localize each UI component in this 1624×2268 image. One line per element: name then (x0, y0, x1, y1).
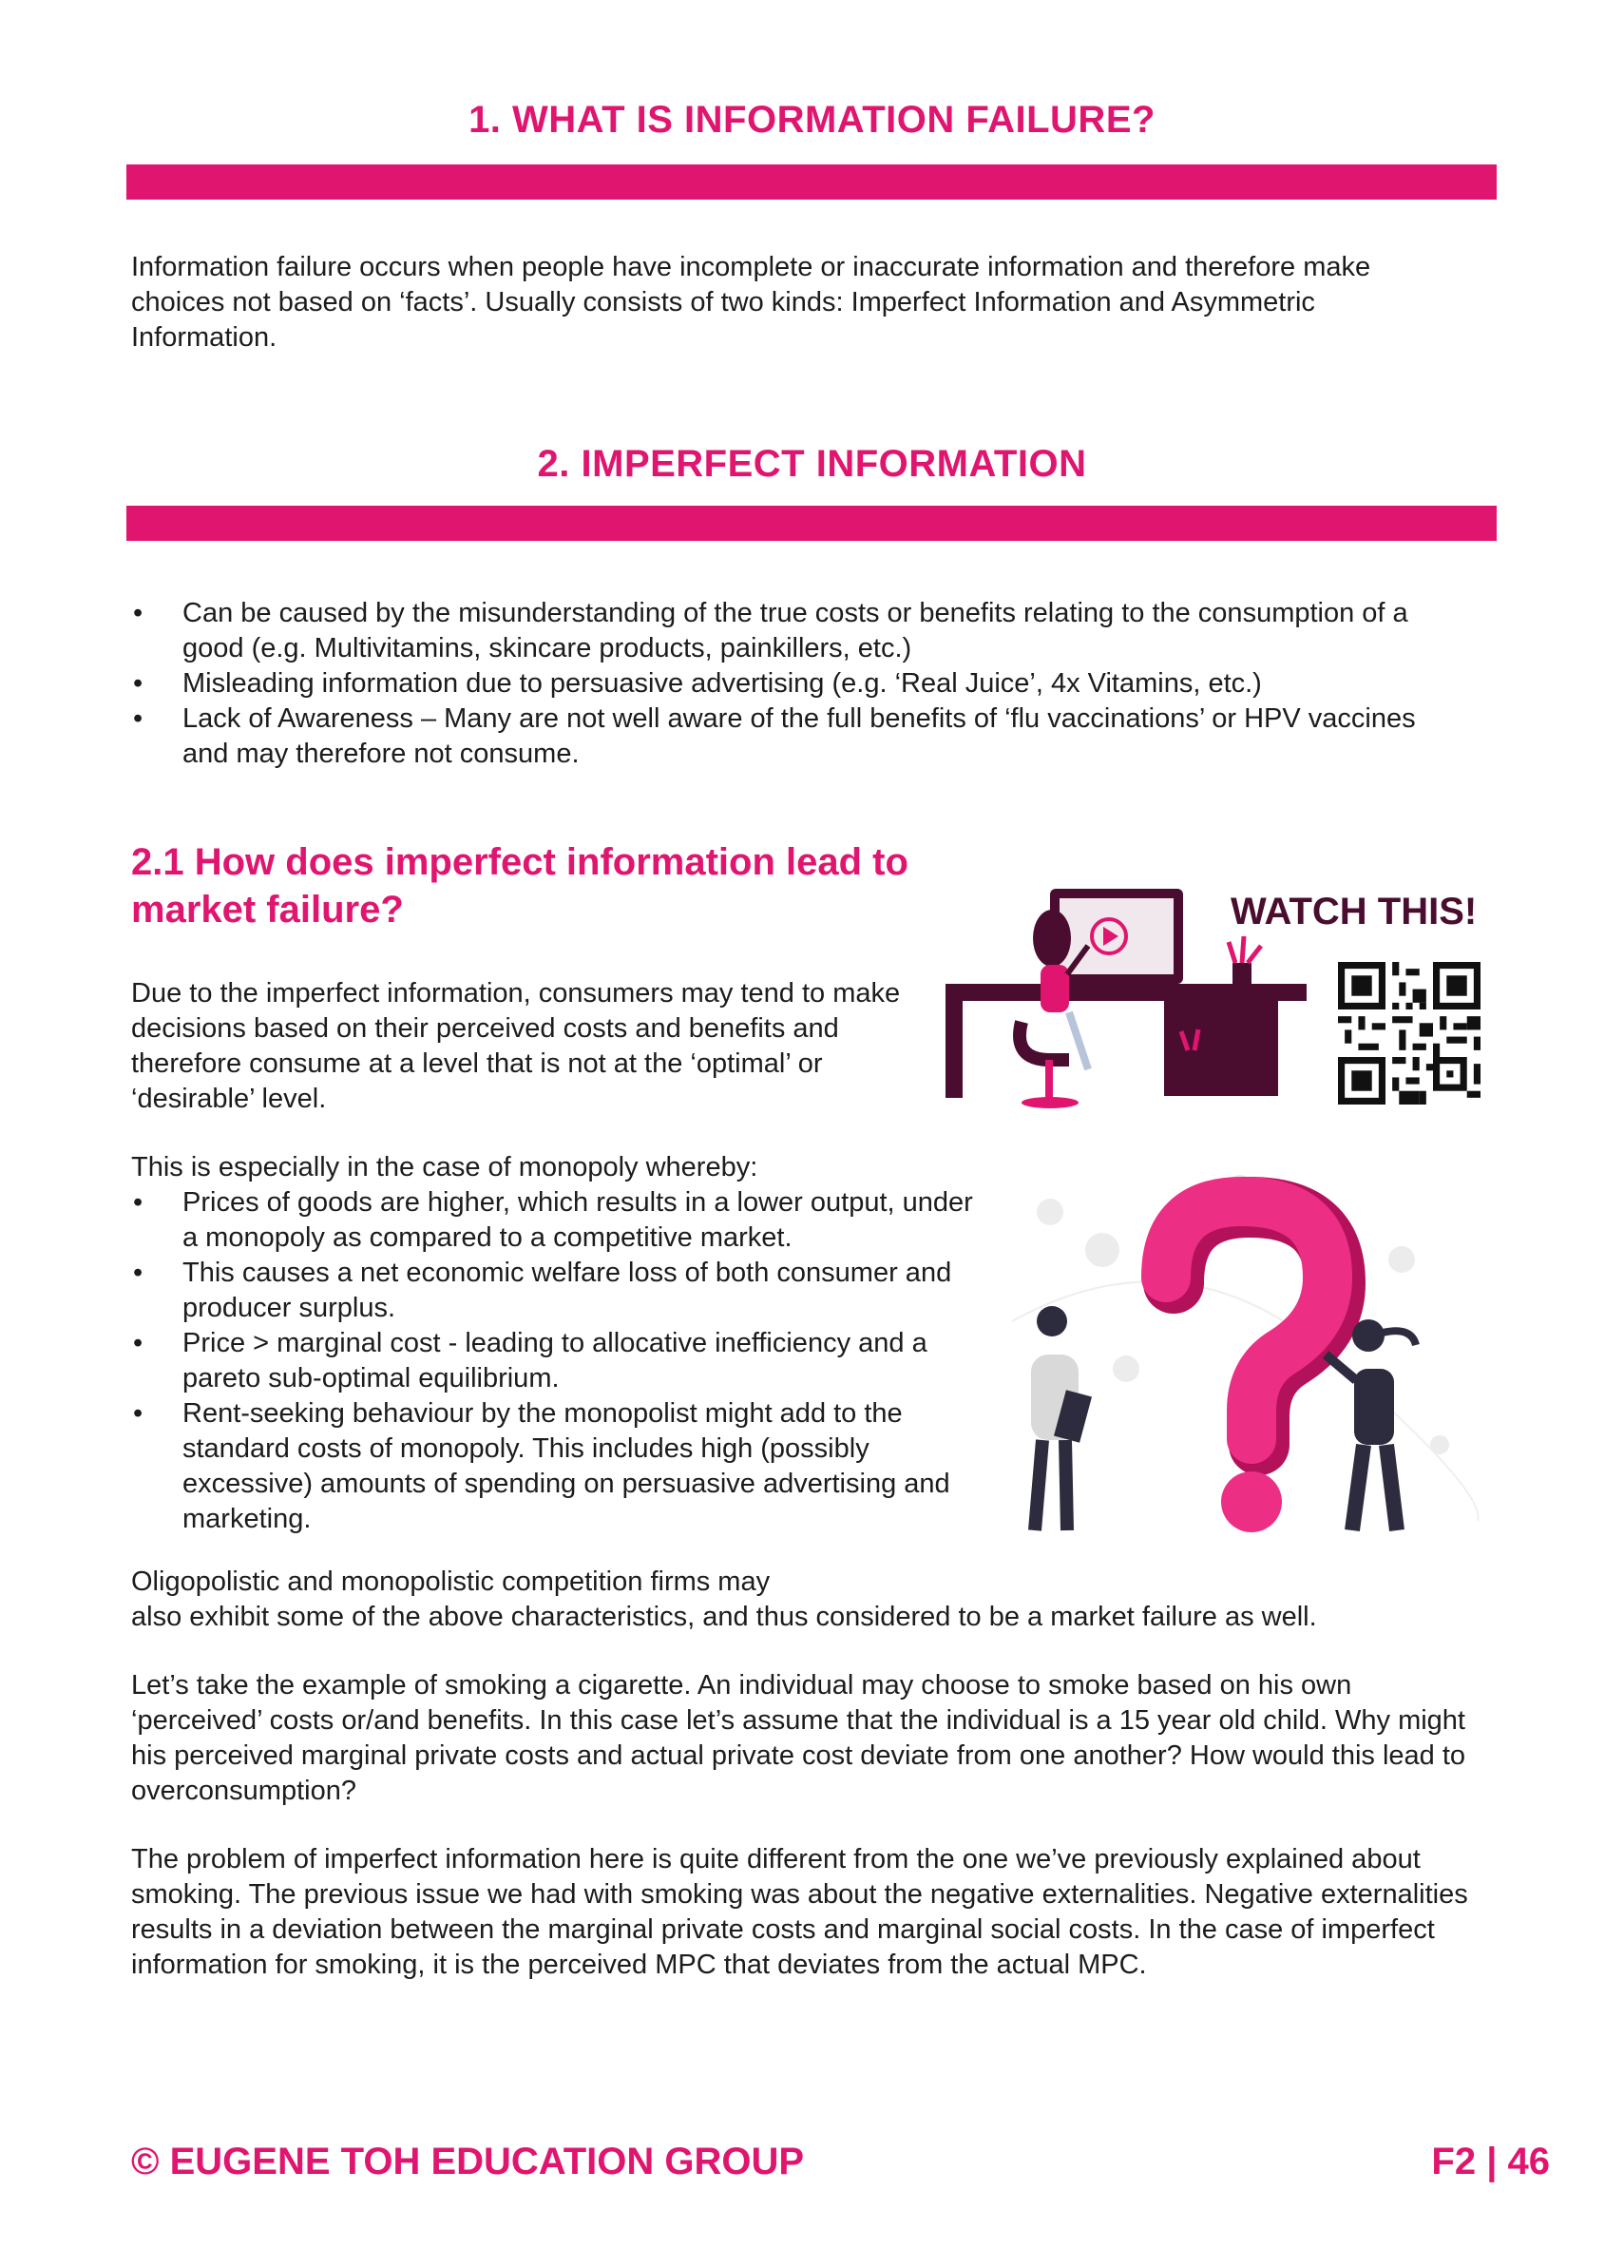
section-1-divider (126, 164, 1497, 200)
smoking-example: Let’s take the example of smoking a cigarette. An individual may choose to smoke based on his own ‘perceived’ costs or/and benefits. In this case let’s assume that the individual is a 15 year old child. Why might his perceived marginal private costs and actual private cost deviate from one another? How would this lead to overconsumption? (131, 1670, 1466, 1806)
question-mark-illustration (993, 1169, 1487, 1549)
watch-this-label: WATCH THIS! (1231, 891, 1478, 932)
section-2-heading: 2. IMPERFECT INFORMATION (537, 443, 1087, 485)
list-item: • Price > marginal cost - leading to allocative inefficiency and a pareto sub-optimal equilibrium. (131, 1326, 986, 1396)
footer-copyright: © EUGENE TOH EDUCATION GROUP (131, 2141, 805, 2182)
list-item: • This causes a net economic welfare loss of both consumer and producer surplus. (131, 1256, 986, 1326)
oligopoly-line-2: also exhibit some of the above characteristics, and thus considered to be a market failure as well. (131, 1602, 1317, 1632)
oligopoly-line-1: Oligopolistic and monopolistic competition firms may (131, 1566, 771, 1597)
section-2-1-intro: Due to the imperfect information, consumers may tend to make decisions based on their perceived costs and benefits and therefore consume at a level that is not at the ‘optimal’ or ‘desirable’ level. (131, 978, 901, 1114)
list-item: • Misleading information due to persuasive advertising (e.g. ‘Real Juice’, 4x Vitamins, etc.) (131, 666, 1423, 702)
monopoly-lead: This is especially in the case of monopoly whereby: (131, 1152, 758, 1182)
section-2-divider (126, 506, 1497, 541)
section-1-body: Information failure occurs when people have incomplete or inaccurate information and therefore make choices not based on ‘facts’. Usually consists of two kinds: Imperfect Information and Asymmetric Information. (131, 252, 1371, 353)
list-item: • Can be caused by the misunderstanding of the true costs or benefits relating to the consumption of a good (e.g. Multivitamins, skincare products, painkillers, etc.) (131, 596, 1423, 666)
section-2-bullet-list (131, 596, 1423, 772)
section-2-1-heading: 2.1 How does imperfect information lead to market failure? (131, 841, 908, 931)
list-item: • Prices of goods are higher, which results in a lower output, under a monopoly as compared to a competitive market. (131, 1185, 986, 1256)
monopoly-bullet-list (131, 1185, 986, 1537)
footer-page-number: F2 | 46 (1431, 2141, 1550, 2182)
section-1-heading: 1. WHAT IS INFORMATION FAILURE? (468, 99, 1156, 141)
list-item: • Lack of Awareness – Many are not well aware of the full benefits of ‘flu vaccinations’ or HPV vaccines and may therefore not consume. (131, 702, 1423, 772)
list-item: • Rent-seeking behaviour by the monopolist might add to the standard costs of monopoly. This includes high (possibly excessive) amounts of spending on persuasive advertising and marketing. (131, 1396, 986, 1537)
smoking-problem: The problem of imperfect information here is quite different from the one we’ve previously explained about smoking. The previous issue we had with smoking was about the negative externalities. Negative externalities results in a deviation between the marginal private costs and marginal social costs. In the case of imperfect information for smoking, it is the perceived MPC that deviates from the actual MPC. (131, 1844, 1468, 1980)
qr-code[interactable] (1338, 962, 1481, 1105)
